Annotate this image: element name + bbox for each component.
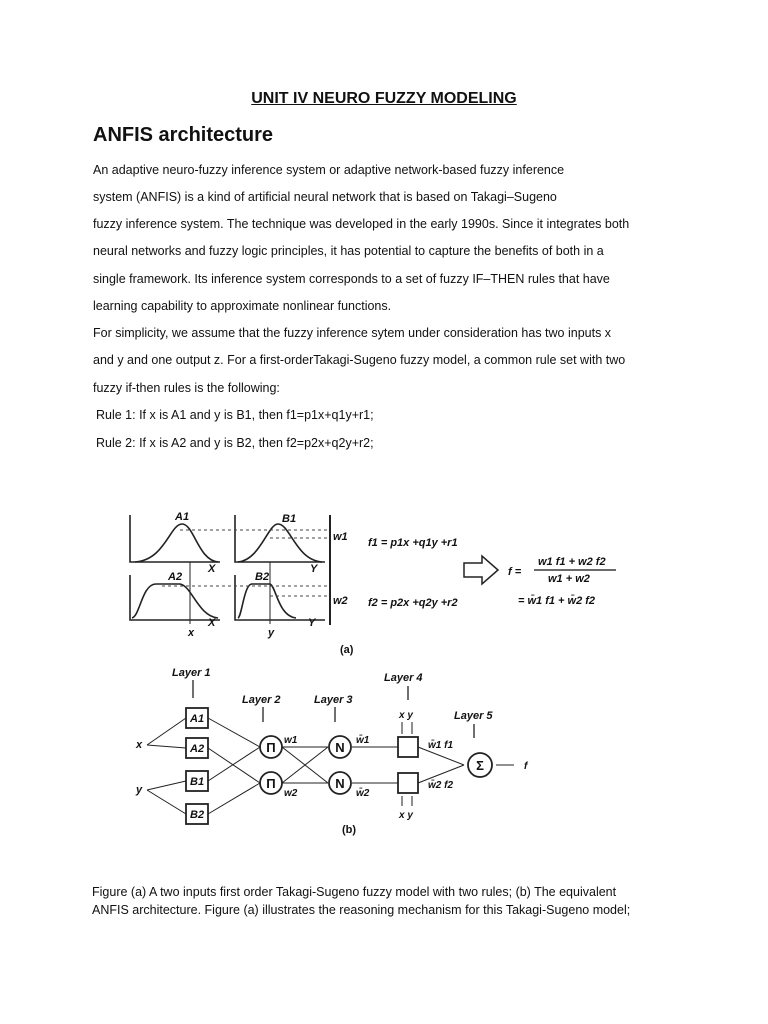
label-w2: w2 (333, 595, 348, 607)
document-title: UNIT IV NEURO FUZZY MODELING (251, 90, 517, 107)
wf2-label: w̄2 f2 (428, 780, 454, 791)
paragraph-line: fuzzy inference system. The technique was developed in the early 1990s. Since it integrates both (93, 217, 630, 231)
mf-a2 (132, 584, 218, 618)
rule-1: Rule 1: If x is A1 and y is B1, then f1=p1x+q1y+r1; (96, 408, 374, 422)
label-w1: w1 (333, 531, 348, 543)
label-x-lower: X (208, 617, 216, 629)
layer-1-nodes (186, 708, 208, 824)
mf-b1 (238, 524, 322, 562)
node-a2: A2 (190, 743, 205, 755)
mf-b2 (238, 584, 296, 618)
n-symbol-2: N (335, 776, 345, 791)
label-a1: A1 (175, 511, 190, 523)
section-heading: ANFIS architecture (93, 124, 274, 146)
connections (147, 718, 514, 814)
paragraph-line: neural networks and fuzzy logic principles, it has potential to capture the benefits of both in a (93, 244, 604, 258)
wbar2-label: w̄2 (356, 788, 370, 799)
layer-4-label: Layer 4 (384, 672, 423, 684)
combined-alternative: = w̄1 f1 + w̄2 f2 (518, 595, 596, 607)
equation-f1: f1 = p1x +q1y +r1 (368, 537, 458, 549)
label-y-lower: Y (308, 617, 316, 629)
input-y: y (136, 784, 143, 796)
sigma-symbol: Σ (476, 758, 484, 773)
layer-4-bottom-inputs: x y (399, 810, 413, 821)
layer-3-label: Layer 3 (314, 694, 353, 706)
layer-4-node-2 (398, 773, 418, 793)
anfis-figure (120, 500, 630, 845)
implication-arrow-icon (464, 556, 498, 584)
w2-label: w2 (284, 788, 298, 799)
paragraph-line: and y and one output z. For a first-orderTakagi-Sugeno fuzzy model, a common rule set with two (93, 353, 626, 367)
equation-f2: f2 = p2x +q2y +r2 (368, 597, 458, 609)
combined-lhs: f = (508, 566, 522, 578)
figure-b-label: (b) (342, 824, 357, 836)
figure-a-dashes (162, 530, 330, 596)
figure-caption-line: Figure (a) A two inputs first order Takagi-Sugeno fuzzy model with two rules; (b) The equivalent (92, 885, 617, 899)
node-b1: B1 (190, 776, 205, 788)
paragraph-line: An adaptive neuro-fuzzy inference system or adaptive network-based fuzzy inference (93, 163, 565, 177)
paragraph-line: fuzzy if-then rules is the following: (93, 381, 280, 395)
figure-a-mf-plots (130, 515, 330, 625)
pi-symbol-2: Π (266, 776, 276, 791)
figure-a-label: (a) (340, 644, 354, 656)
label-y-input: y (268, 627, 275, 639)
pi-symbol-1: Π (266, 740, 276, 755)
w1-label: w1 (284, 735, 298, 746)
input-x: x (136, 739, 143, 751)
layer-1-label: Layer 1 (172, 667, 211, 679)
node-b2: B2 (190, 809, 205, 821)
layer-arrows (193, 680, 474, 738)
paragraph-line: learning capability to approximate nonlinear functions. (93, 299, 392, 313)
wf1-label: w̄1 f1 (428, 740, 454, 751)
n-symbol-1: N (335, 740, 345, 755)
label-x-input: x (188, 627, 195, 639)
figure-caption-line: ANFIS architecture. Figure (a) illustrates the reasoning mechanism for this Takagi-Sugeno model; (92, 903, 631, 917)
layer-4-top-inputs: x y (399, 710, 413, 721)
layer-2-label: Layer 2 (242, 694, 281, 706)
combined-numerator: w1 f1 + w2 f2 (538, 556, 606, 568)
paragraph-line: single framework. Its inference system corresponds to a set of fuzzy IF–THEN rules that have (93, 272, 610, 286)
axis-b2 (235, 575, 325, 620)
combined-denominator: w1 + w2 (548, 573, 590, 585)
axis-b1 (235, 515, 325, 562)
label-y-upper: Y (310, 563, 318, 575)
layer-5-label: Layer 5 (454, 710, 493, 722)
layer-4-node-1 (398, 737, 418, 757)
label-x-upper: X (208, 563, 216, 575)
node-a1: A1 (190, 713, 205, 725)
label-a2: A2 (168, 571, 183, 583)
label-b2: B2 (255, 571, 270, 583)
paragraph-line: system (ANFIS) is a kind of artificial neural network that is based on Takagi–Sugeno (93, 190, 557, 204)
paragraph-line: For simplicity, we assume that the fuzzy inference sytem under consideration has two inputs x (93, 326, 612, 340)
label-b1: B1 (282, 513, 297, 525)
output-f: f (524, 761, 528, 772)
wbar1-label: w̄1 (356, 735, 370, 746)
rule-2: Rule 2: If x is A2 and y is B2, then f2=p2x+q2y+r2; (96, 436, 374, 450)
